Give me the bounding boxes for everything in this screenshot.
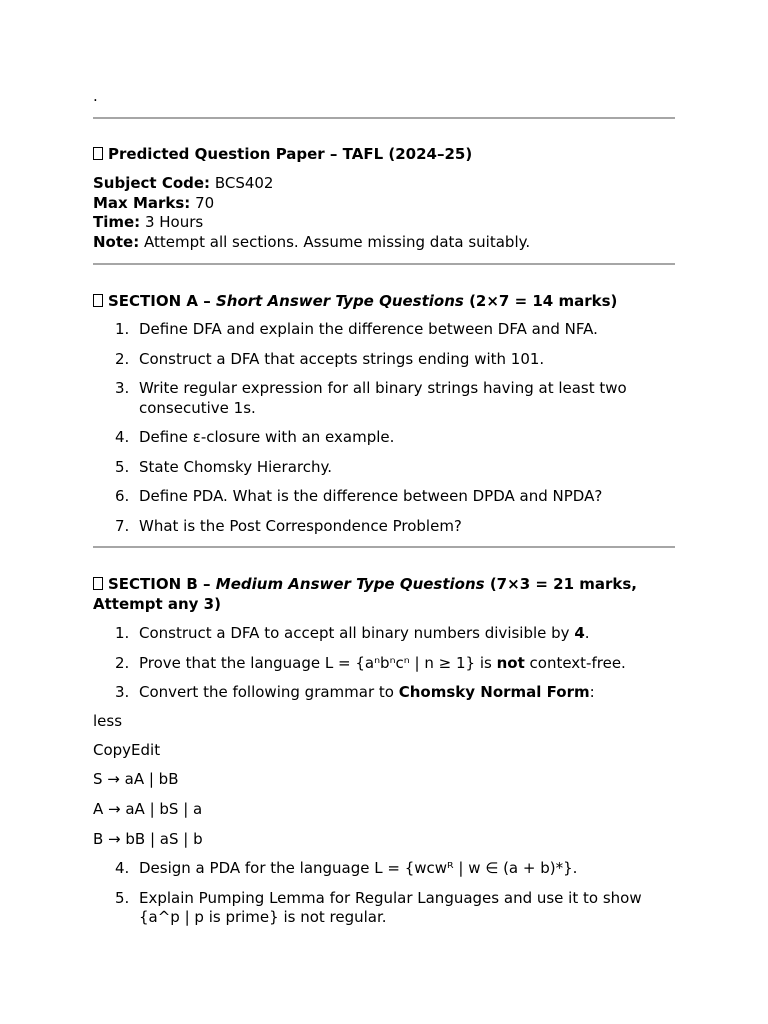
section-b-title: Medium Answer Type Questions <box>215 575 485 593</box>
list-item <box>93 350 675 370</box>
list-item <box>93 654 675 674</box>
question-number: 4. <box>115 428 130 446</box>
list-item <box>93 379 675 418</box>
list-item <box>93 517 675 537</box>
question-number: 5. <box>115 888 130 907</box>
question-number: 4. <box>115 859 130 877</box>
question-text: Explain Pumping Lemma for Regular Languages and use it to show <box>139 888 642 907</box>
copy-edit-button[interactable]: CopyEdit <box>93 741 161 759</box>
section-a-title: Short Answer Type Questions <box>215 292 464 310</box>
list-item <box>93 320 675 340</box>
section-a-marks: (2×7 = 14 marks) <box>469 292 618 310</box>
question-text: Convert the following grammar to <box>139 683 399 701</box>
subject-code-row <box>93 174 530 194</box>
code-language-label: less <box>93 712 123 730</box>
section-b-marks: (7×3 = 21 marks, <box>489 575 637 593</box>
question-text: Define PDA. What is the difference between DPDA and NPDA? <box>139 487 603 505</box>
question-number: 3. <box>115 683 130 701</box>
question-number: 2. <box>115 653 130 672</box>
list-item <box>93 624 675 644</box>
section-a-heading <box>93 291 675 311</box>
time-value: 3 Hours <box>144 213 204 231</box>
note-row <box>93 233 530 253</box>
grammar-rule: B → bB | aS | b <box>93 830 203 848</box>
question-text: State Chomsky Hierarchy. <box>139 457 332 476</box>
paper-title <box>93 144 675 164</box>
note-value: Attempt all sections. Assume missing data suitably. <box>143 232 531 251</box>
divider <box>93 263 675 265</box>
note-label: Note: <box>93 232 140 251</box>
divider <box>93 117 675 119</box>
section-b-prefix: SECTION B – <box>108 575 211 593</box>
question-number: 1. <box>115 624 130 642</box>
question-number: 3. <box>115 379 130 397</box>
paper-title-text: Predicted Question Paper – TAFL (2024–25) <box>108 145 473 163</box>
question-number: 6. <box>115 487 130 505</box>
question-text: Design a PDA for the language L = {wcwᴿ | w ∈ (a + b)*}. <box>139 859 578 877</box>
grammar-rule: S → aA | bB <box>93 770 179 788</box>
section-icon <box>93 294 103 307</box>
subject-code-value: BCS402 <box>214 174 274 192</box>
question-text: Write regular expression for all binary strings having at least two consecutive 1s. <box>139 379 627 417</box>
section-b-heading <box>93 574 675 614</box>
section-b-questions <box>93 624 675 703</box>
question-text: Construct a DFA to accept all binary numbers divisible by <box>139 624 575 642</box>
list-item <box>93 683 675 703</box>
question-text: context-free. <box>524 653 626 672</box>
question-text: Construct a DFA that accepts strings ending with 101. <box>139 349 545 368</box>
question-emphasis: 4 <box>574 624 585 642</box>
document-icon <box>93 147 103 160</box>
question-text: Define DFA and explain the difference between DFA and NFA. <box>139 320 598 338</box>
max-marks-row <box>93 194 530 214</box>
paper-meta <box>93 174 530 252</box>
question-text: Prove that the language L = {aⁿbⁿcⁿ | n ≥ 1} is <box>139 653 497 672</box>
question-number: 5. <box>115 457 130 476</box>
section-icon <box>93 577 103 590</box>
top-dot: . <box>93 87 98 105</box>
max-marks-value: 70 <box>195 193 215 212</box>
grammar-rule: A → aA | bS | a <box>93 800 203 818</box>
section-b-attempt: Attempt any 3) <box>93 595 221 613</box>
question-text: . <box>584 624 590 642</box>
question-number: 2. <box>115 349 130 368</box>
question-emphasis: not <box>496 653 525 672</box>
list-item <box>93 428 675 448</box>
subject-code-label: Subject Code: <box>93 174 211 192</box>
max-marks-label: Max Marks: <box>93 193 191 212</box>
question-number: 7. <box>115 516 130 535</box>
question-text: What is the Post Correspondence Problem? <box>139 516 462 535</box>
time-label: Time: <box>93 213 141 231</box>
section-a-questions <box>93 320 675 536</box>
question-text: Define ε-closure with an example. <box>139 428 395 446</box>
list-item <box>93 487 675 507</box>
list-item <box>93 859 675 879</box>
section-b-questions-continued <box>93 859 675 928</box>
question-emphasis: Chomsky Normal Form <box>398 683 590 701</box>
list-item <box>93 889 675 928</box>
question-text: {a^p | p is prime} is not regular. <box>139 908 387 926</box>
time-row <box>93 213 530 233</box>
section-a-prefix: SECTION A – <box>108 292 211 310</box>
list-item <box>93 458 675 478</box>
question-text: : <box>589 683 595 701</box>
question-number: 1. <box>115 320 130 338</box>
divider <box>93 546 675 548</box>
